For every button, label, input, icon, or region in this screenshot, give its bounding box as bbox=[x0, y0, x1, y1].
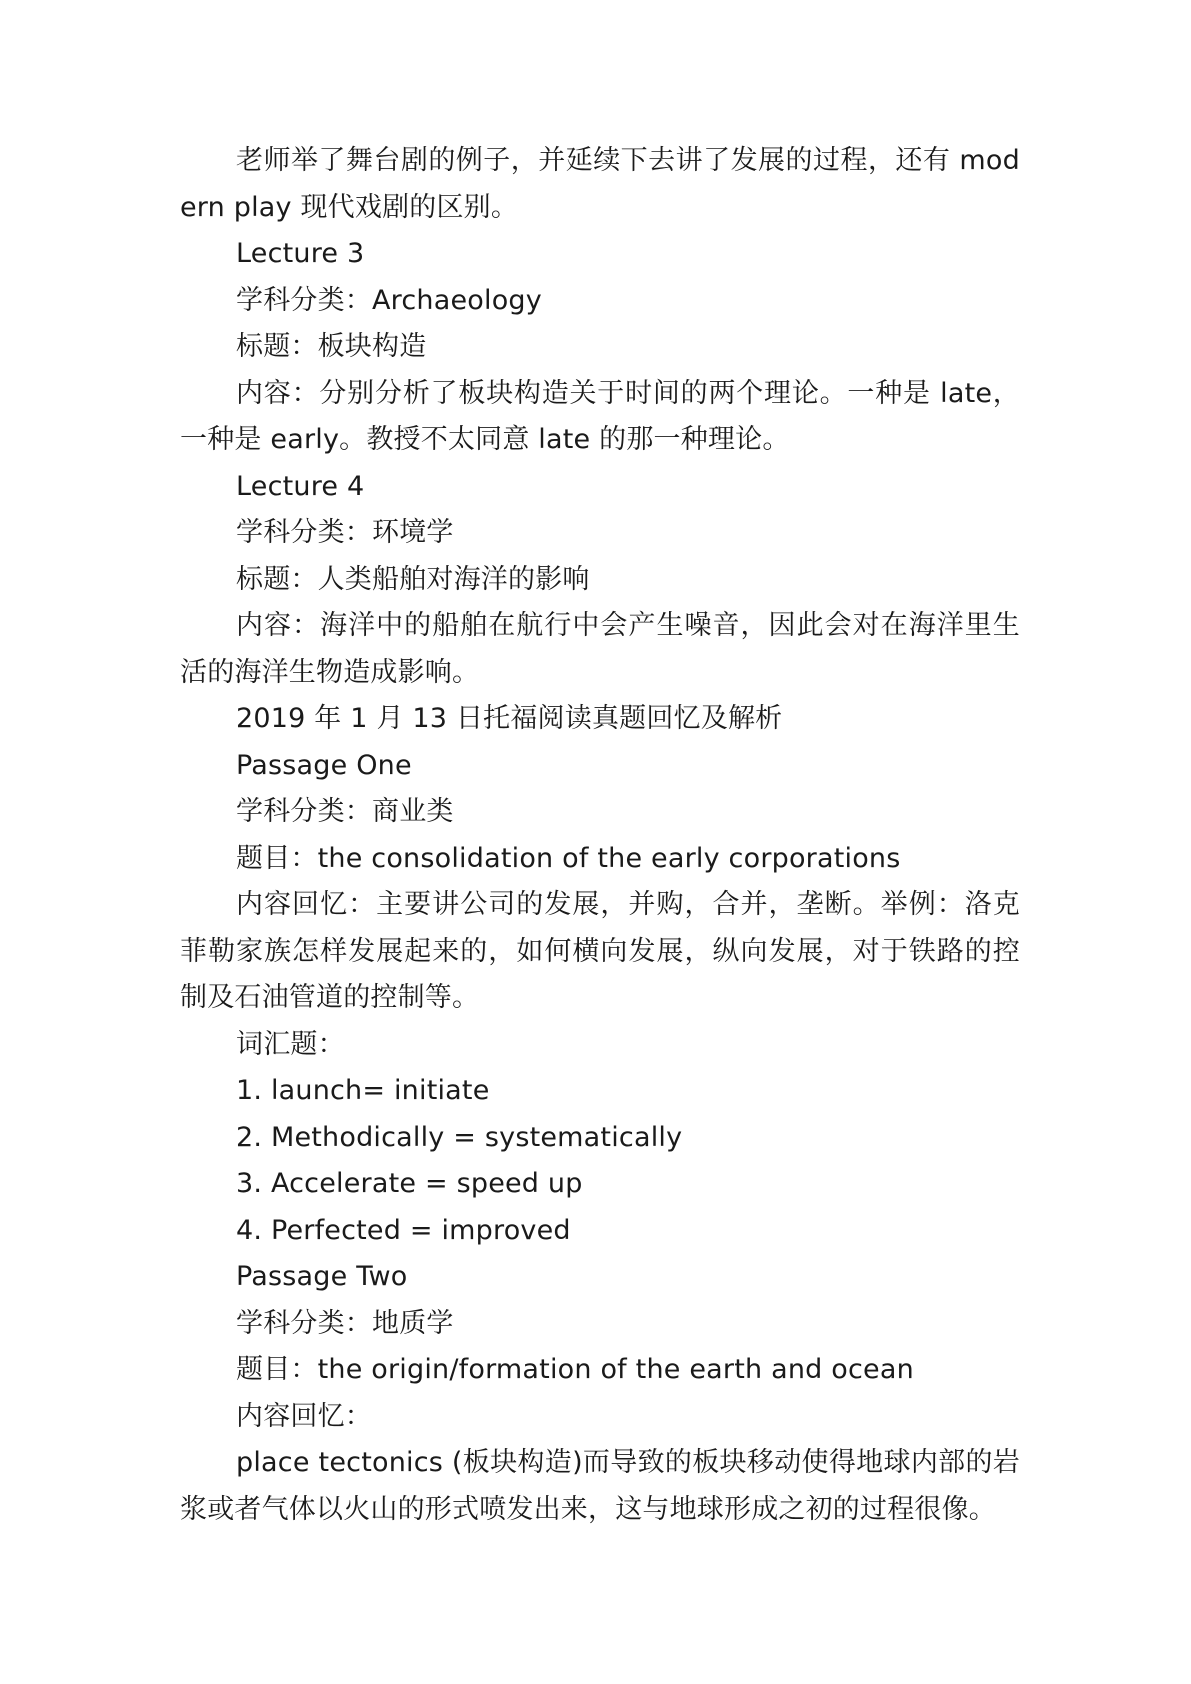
lecture-4-subject: 学科分类：环境学 bbox=[236, 517, 454, 548]
lecture-3-heading: Lecture 3 bbox=[236, 238, 365, 269]
vocabulary-item: 1. launch= initiate bbox=[236, 1075, 490, 1106]
passage-two-content: place tectonics (板块构造)而导致的板块移动使得地球内部的岩浆或者气体以火山的形式喷发出来，这与地球形成之初的过程很像。 bbox=[180, 1447, 1020, 1525]
lecture-3-title: 标题：板块构造 bbox=[236, 331, 427, 362]
passage-one-subject: 学科分类：商业类 bbox=[236, 796, 454, 827]
passage-two-recall-label: 内容回忆： bbox=[236, 1400, 372, 1432]
passage-two-heading: Passage Two bbox=[236, 1261, 408, 1292]
passage-one-heading: Passage One bbox=[236, 749, 412, 781]
vocabulary-item: 2. Methodically = systematically bbox=[236, 1121, 683, 1153]
lecture-4-heading: Lecture 4 bbox=[236, 470, 365, 502]
document-body bbox=[180, 138, 1020, 1533]
reading-section-heading: 2019 年 1 月 13 日托福阅读真题回忆及解析 bbox=[236, 703, 783, 734]
vocabulary-item: 4. Perfected = improved bbox=[236, 1214, 571, 1246]
vocabulary-heading: 词汇题： bbox=[236, 1028, 345, 1060]
lecture-3-subject: 学科分类：Archaeology bbox=[236, 284, 542, 316]
passage-one-title: 题目：the consolidation of the early corporations bbox=[236, 842, 901, 874]
vocabulary-item: 3. Accelerate = speed up bbox=[236, 1168, 583, 1199]
lecture-4-content: 内容：海洋中的船舶在航行中会产生噪音，因此会对在海洋里生活的海洋生物造成影响。 bbox=[180, 610, 1020, 688]
passage-two-title: 题目：the origin/formation of the earth and ocean bbox=[236, 1354, 914, 1385]
passage-one-content: 内容回忆：主要讲公司的发展，并购，合并，垄断。举例：洛克菲勒家族怎样发展起来的，如何横向发展，纵向发展，对于铁路的控制及石油管道的控制等。 bbox=[180, 889, 1020, 1013]
paragraph-drama-intro: 老师举了舞台剧的例子，并延续下去讲了发展的过程，还有 modern play 现代戏剧的区别。 bbox=[180, 145, 1020, 223]
lecture-4-title: 标题：人类船舶对海洋的影响 bbox=[236, 563, 590, 595]
lecture-3-content: 内容：分别分析了板块构造关于时间的两个理论。一种是 late，一种是 early。教授不太同意 late 的那一种理论。 bbox=[180, 377, 1020, 455]
passage-two-subject: 学科分类：地质学 bbox=[236, 1307, 454, 1339]
